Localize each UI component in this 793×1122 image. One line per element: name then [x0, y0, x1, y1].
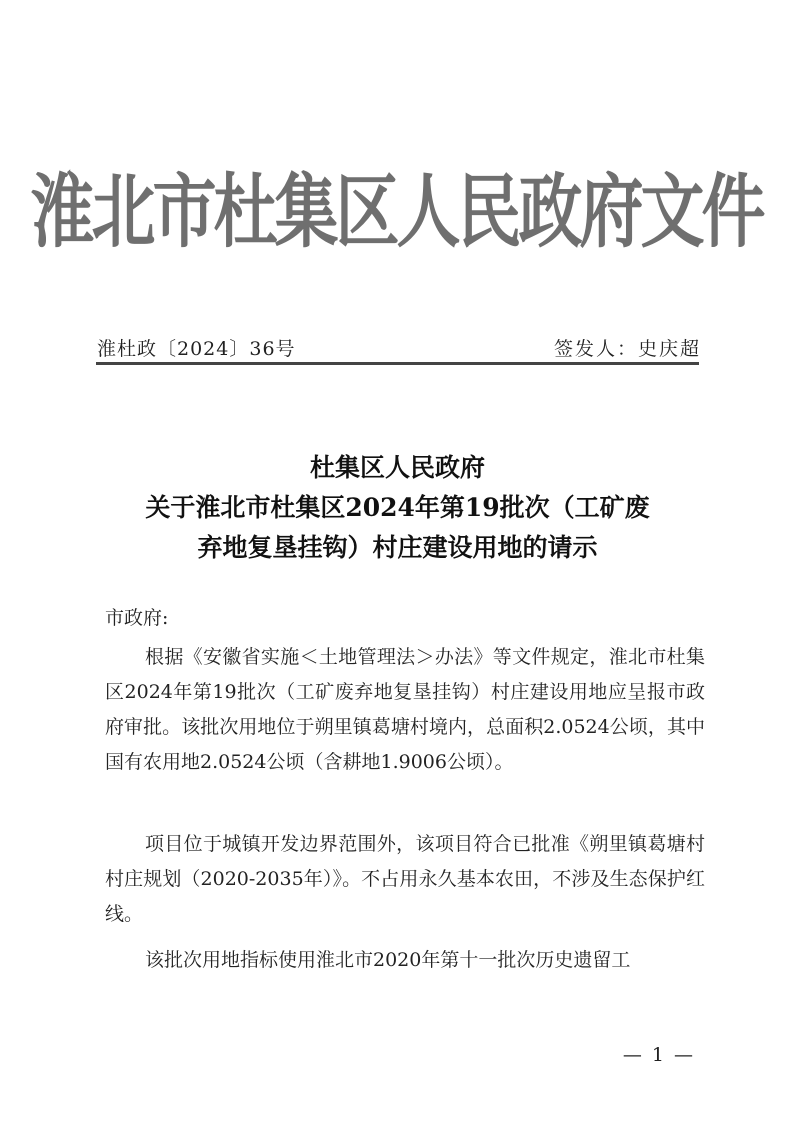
signer: 签发人：史庆超: [553, 338, 701, 360]
body-paragraph-2: 项目位于城镇开发边界范围外，该项目符合已批准《朔里镇葛塘村村庄规划（2020-2035年）》。不占用永久基本农田，不涉及生态保护红线。: [105, 833, 705, 925]
masthead-title: 淮北市杜集区人民政府文件: [30, 165, 763, 260]
salutation: 市政府:: [105, 607, 169, 629]
page-number: — 1 —: [622, 1044, 695, 1066]
document-number: 淮杜政〔2024〕36号: [97, 338, 296, 360]
document-title-line-2: 关于淮北市杜集区2024年第19批次（工矿废: [145, 493, 650, 522]
body-paragraph-3: 该批次用地指标使用淮北市2020年第十一批次历史遗留工: [145, 949, 631, 971]
document-title-line-1: 杜集区人民政府: [309, 453, 485, 482]
body-paragraph-1: 根据《安徽省实施＜土地管理法＞办法》等文件规定，淮北市杜集区2024年第19批次（工矿废弃地复垦挂钩）村庄建设用地应呈报市政府审批。该批次用地位于朔里镇葛塘村境内，总面积2.0524公顷，其中国有农用地2.0524公顷（含耕地1.9006公顷）。: [105, 646, 705, 773]
document-title-line-3: 弃地复垦挂钩）村庄建设用地的请示: [197, 533, 598, 562]
header-divider: [96, 362, 699, 365]
